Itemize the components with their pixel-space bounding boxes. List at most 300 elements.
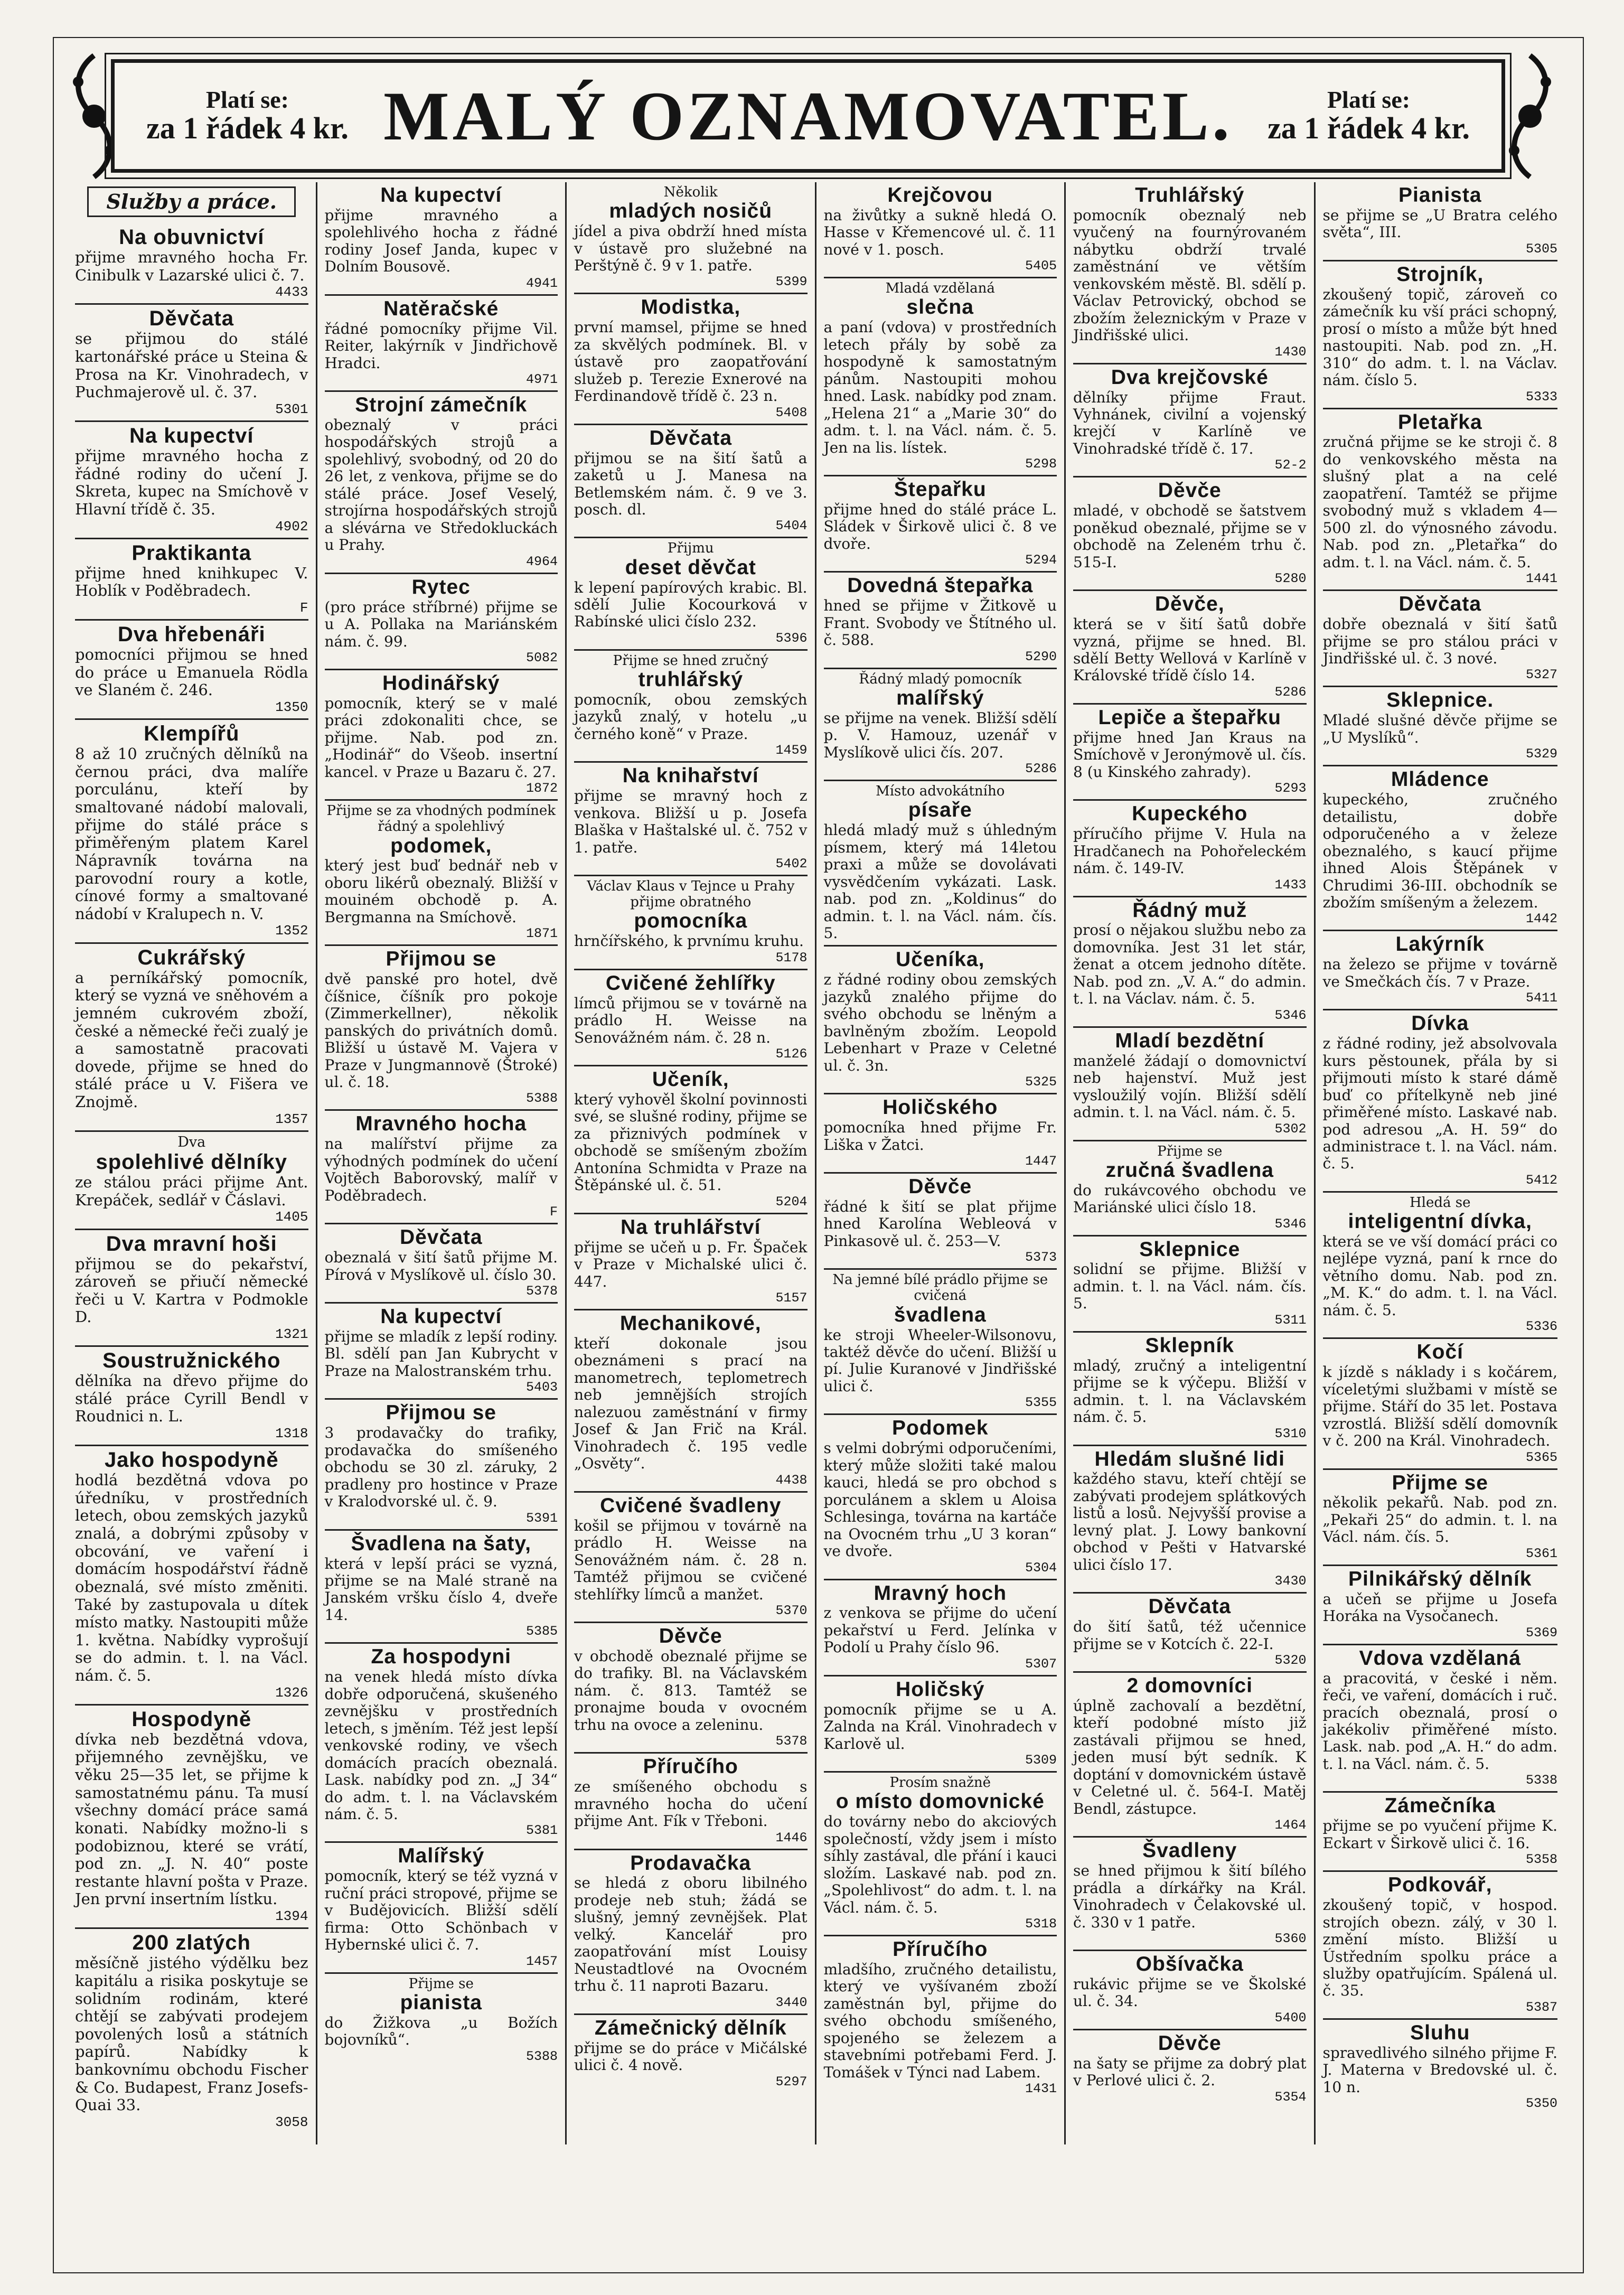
ad-heading: Praktikanta — [132, 541, 252, 565]
ad-number: 5381 — [525, 1823, 558, 1839]
classified-ad — [325, 1843, 558, 1973]
ad-heading: spolehlivé dělníky — [96, 1150, 288, 1174]
classified-ad — [1073, 1333, 1307, 1446]
ad-heading: Klempířů — [144, 722, 240, 746]
classified-ad — [75, 1347, 308, 1446]
ad-heading: Dva mravní hoši — [106, 1232, 277, 1256]
ad-body: obeznalý v práci hospodářských strojů a spolehlivý, svobodný, od 20 do 26 let, z venkova, přijme se do stálé práce. Josef Veselý, strojírna hospodářských strojů a slévárna ve Středokluckách u Prahy. — [324, 416, 558, 554]
ad-body: se přijme se „U Bratra celého světa“, III. — [1322, 206, 1557, 241]
ad-preface: Přijmu — [667, 540, 714, 557]
ad-body: a učeň se přijme u Josefa Horáka na Vysočanech. — [1322, 1590, 1557, 1625]
ad-body: manželé žádají o domovnictví neb hajenství. Muž jest vysloužilý vojín. Bližší sdělí admin. t. l. na Václ. nám. č. 5. — [1073, 1052, 1307, 1121]
ad-body: zručná přijme se ke stroji č. 8 do venkovského města na slušný plat a na celé zaopatření. Tamtéž se přijme svobodný muž s vkladem 4—500 zl. do výnosného závodu. Nab. pod zn. „Pletařka“ do adm. t. l. na Václ. nám. č. 5. — [1322, 433, 1557, 571]
ad-number: 4433 — [275, 284, 308, 301]
ad-number: 5385 — [525, 1624, 558, 1640]
classified-ad — [325, 1111, 558, 1224]
ad-preface: Přijme se — [408, 1975, 474, 1992]
ad-body: obeznalá v šití šatů přijme M. Pírová v Myslíkově ul. číslo 30. — [324, 1249, 558, 1284]
classified-ad — [1323, 409, 1558, 592]
ad-heading: Děvčata — [1398, 593, 1482, 616]
ad-body: přijme se po vyučení přijme K. Eckart v Širkově ulici č. 16. — [1322, 1817, 1557, 1852]
classified-ad — [325, 946, 558, 1111]
ad-heading: Prodavačka — [630, 1851, 752, 1875]
ad-heading: Krejčovou — [887, 184, 993, 207]
ad-heading: Švadlena na šaty, — [351, 1532, 531, 1555]
classified-ad — [574, 970, 808, 1066]
ad-number: 5293 — [1274, 781, 1307, 797]
ad-heading: Sklepnice. — [1386, 689, 1494, 712]
ad-heading: Mechanikové, — [619, 1312, 762, 1335]
ad-body: přijme mravného hocha z řádné rodiny do učení J. Skreta, kupec na Smíchově v Hlavní třídě č. 35. — [75, 447, 308, 519]
classified-ad — [1073, 1594, 1307, 1673]
ad-heading: švadlena — [894, 1303, 987, 1326]
classified-ad — [1323, 591, 1558, 687]
ad-heading: Lepiče a štepařku — [1098, 706, 1281, 729]
ad-body: hodlá bezdětná vdova po úředníku, v prostředních letech, obou zemských jazyků znalá, a dobrými způsoby v obcování, ve vaření i domácím hospodářství řádně obeznalá, své místo změniti. Také by zastupovala u dítek místo matky. Nastoupiti může 1. května. Nabídky vyprošují se do admin. t. l. na Václ. nám. č. 5. — [75, 1471, 308, 1685]
ad-number: 5126 — [775, 1046, 808, 1062]
ad-heading: inteligentní dívka, — [1348, 1210, 1532, 1233]
ad-body: pomocník přijme se u A. Zalnda na Král. Vinohradech v Karlově ul. — [823, 1700, 1057, 1753]
classified-ad — [824, 1415, 1057, 1580]
classified-ad — [1323, 1339, 1558, 1469]
ad-body: a perníkářský pomocník, který se vyzná ve sněhovém a jemném cukrovém zboží, české a německé řeči zualý je a samostatně pracovati dovede, přijme se hned do stálé práce u V. Fišera ve Znojmě. — [75, 968, 308, 1111]
classified-ad — [574, 651, 808, 763]
ad-heading: Podkovář, — [1387, 1874, 1492, 1897]
classified-ad — [574, 2015, 808, 2093]
classified-ad — [824, 1094, 1057, 1174]
classified-ad — [1323, 1193, 1558, 1339]
ad-heading: Mravného hocha — [355, 1112, 527, 1136]
ad-number: F — [299, 600, 308, 616]
ad-body: mladšího, zručného detailistu, který ve vyšívaném zboží zaměstnán byl, přijme do svého obchodu smíšeného, spojeného se železem a stavebními potřebami Ferd. J. Tomášek v Týnci nad Labem. — [823, 1960, 1057, 2081]
classified-ad — [325, 574, 558, 670]
ad-number: 5346 — [1274, 1007, 1307, 1023]
ad-body: pomocník, obou zemských jazyků znalý, v hotelu „u černého koně“ v Praze. — [574, 690, 808, 743]
ad-number: 5350 — [1525, 2096, 1557, 2112]
ad-number: 4902 — [275, 518, 308, 535]
ad-body: dělníky přijme Fraut. Vyhnánek, civilní a vojenský krejčí v Karlíně ve Vinohradské třídě č. 17. — [1073, 388, 1307, 457]
ad-body: prosí o nějakou službu nebo za domovníka. Jest 31 let stár, ženat a otcem jednoho dítěte. Nab. pod zn. „V. A.“ do admin. t. l. na Václav. nám. č. 5. — [1073, 921, 1307, 1008]
ad-body: do Žižkova „u Božích bojovníků“. — [324, 2013, 558, 2049]
ad-number: 1441 — [1525, 571, 1557, 587]
ad-heading: 200 zlatých — [132, 1931, 251, 1955]
ad-body: zkoušený topič, v hospod. strojích obezn. zálý, v 30 l. změní místo. Bližší u Ústředním spolku práce a služby opatřujícím. Spálená ul. č. 35. — [1322, 1896, 1557, 2000]
ad-heading: Holičského — [883, 1096, 998, 1119]
ad-body: dvě panské pro hotel, dvě číšnice, číšník pro pokoje (Zimmerkellner), několik panských do privátních domů. Bližší u ústavě M. Vajera v Praze v Jungmannově (Štroké) ul. č. 18. — [324, 970, 558, 1091]
ad-heading: Jako hospodyně — [104, 1448, 279, 1472]
classified-ad — [1323, 1470, 1558, 1566]
classified-ad — [75, 1230, 308, 1347]
ad-number: 5378 — [775, 1734, 808, 1749]
classified-ad — [325, 1644, 558, 1843]
ad-number: 52-2 — [1274, 457, 1307, 473]
ad-heading: pianista — [400, 1991, 482, 2014]
ad-heading: Švadleny — [1142, 1839, 1237, 1862]
ad-heading: o místo domovnické — [836, 1790, 1045, 1813]
column-6 — [1316, 182, 1565, 2144]
ad-body: hrnčířského, k prvnímu kruhu. — [574, 932, 804, 950]
ad-number: 1318 — [275, 1426, 308, 1442]
ad-body: hledá mladý muž s úhledným písmem, který má 14letou praxi a může se dovolávati vysvědčením vykázati. Lask. nab. pod zn. „Koldinus“ do admin. t. l. na Václ. nám. čís. 5. — [823, 821, 1057, 942]
ad-heading: Příručího — [643, 1755, 738, 1778]
ad-body: přijmou se do pekařství, zároveň se přiučí německé řeči u V. Kartra v Podmokle D. — [75, 1254, 308, 1326]
ad-body: na venek hledá místo dívka dobře odporučená, skušeného zevnějšku v prostředních letech, s jměním. Též jest lepší venkovské rodiny, ve všech domácích pracích obeznalá. Lask. nabídky pod zn. „J 34“ do adm. t. l. na Václavském nám. č. 5. — [324, 1668, 558, 1823]
ad-body: pomocníka hned přijme Fr. Liška v Žatci. — [823, 1119, 1057, 1154]
ad-number: 5290 — [1025, 649, 1057, 664]
ad-preface: Přijme se hned zručný — [613, 652, 768, 669]
ad-heading: Sklepnice — [1139, 1238, 1241, 1261]
ad-body: která v lepší práci se vyzná, přijme se na Malé straně na Janském vršku číslo 4, dveře 14. — [324, 1554, 558, 1624]
ad-body: řádné pomocníky přijme Vil. Reiter, lakýrník v Jindřichově Hradci. — [324, 320, 558, 372]
classified-ad — [75, 1446, 308, 1706]
classified-ad — [1073, 1237, 1307, 1333]
ad-columns — [68, 182, 1565, 2144]
ad-preface: Václav Klaus v Tejnce u Prahy přijme obratného — [587, 878, 795, 911]
ad-heading: Děvče — [908, 1175, 972, 1198]
ad-body: která se v šití šatů dobře vyzná, přijme se hned. Bl. sdělí Betty Wellová v Karlíně v Královské třídě číslo 14. — [1073, 615, 1307, 685]
ad-number: 5354 — [1274, 2089, 1307, 2105]
ad-preface: Řádný mladý pomocník — [859, 671, 1022, 687]
ad-body: mladý, zručný a inteligentní přijme se k výčepu. Bližší v admin. t. l. na Václavském nám. č. 5. — [1073, 1356, 1307, 1426]
ad-heading: Zámečnický dělník — [594, 2016, 787, 2039]
ad-heading: Dva krejčovské — [1111, 366, 1269, 389]
ad-heading: Cvičené žehlířky — [605, 971, 776, 995]
classified-ad — [1073, 477, 1307, 591]
ad-heading: Na truhlářství — [621, 1215, 761, 1239]
classified-ad — [824, 1580, 1057, 1676]
ad-body: ze smíšeného obchodu s mravného hocha do učení přijme Ant. Fík v Třeboni. — [574, 1778, 808, 1830]
ad-body: dělníka na dřevo přijme do stálé práce Cyrill Bendl v Roudnici n. L. — [75, 1372, 308, 1426]
ad-body: Mladé slušné děvče přijme se „U Myslíků“. — [1322, 711, 1557, 746]
classified-ad — [1073, 182, 1307, 364]
classified-ad — [1323, 687, 1558, 766]
classified-ad — [325, 801, 558, 946]
ad-heading: Děvčata — [1148, 1595, 1232, 1618]
ad-number: 1430 — [1274, 344, 1307, 360]
ad-body: a paní (vdova) v prostředních letech přály by sobě za hospodyně k samostatným pánům. Nastoupiti mohou hned. Lask. nabídky pod znam. „Helena 21“ a „Marie 30“ do adm. t. l. na Václ. nám. č. 5. Jen na lis. lístek. — [823, 319, 1057, 456]
ad-body: do rukávcového obchodu ve Mariánské ulici číslo 18. — [1073, 1181, 1307, 1216]
ad-number: 1405 — [275, 1209, 308, 1225]
ad-body: solidní se přijme. Bližší v admin. t. l. na Václ. nám. čís. 5. — [1073, 1260, 1307, 1313]
ad-number: 1352 — [275, 923, 308, 939]
ad-body: kteří dokonale jsou obeznámeni s prací na manometrech, teplometrech neb jemnějších strojích nalezuou zaměstnání v firmy Josef & Jan Frič na Král. Vinohradech č. 195 vedle „Osvěty“. — [574, 1334, 808, 1473]
ad-heading: Kočí — [1416, 1341, 1463, 1364]
classified-ad — [325, 670, 558, 801]
classified-ad — [325, 1224, 558, 1304]
ad-heading: Dva hřebenáři — [117, 623, 266, 647]
ad-number: 5412 — [1525, 1172, 1557, 1188]
classified-ad — [1073, 897, 1307, 1028]
ad-heading: Učeníka, — [896, 948, 985, 971]
ad-body: s velmi dobrými odporučeními, který může složiti také malou kauci, hledá se pro obchod s porculánem a sklem u Aloisa Schlesinga, továrna na kartáče na Ovocném trhu „U 3 koran“ ve dvoře. — [823, 1439, 1057, 1560]
ad-preface: Prosím snažně — [889, 1775, 991, 1791]
ad-number: 5286 — [1274, 684, 1307, 700]
ad-body: dívka neb bezdětná vdova, přijemného zevnějšku, ve věku 25—35 let, se přijme k samostatnému pánu. Ta musí všechny domácí práce samá konati. Nabídky možno-li s podobiznou, které se vrátí, pod zn. „J. N. 40“ poste restante hlavní pošta v Praze. Jen první insertním lístku. — [75, 1730, 308, 1908]
classified-ad — [75, 720, 308, 943]
ad-number: 1872 — [525, 781, 558, 797]
ad-body: se hledá z oboru libilného prodeje neb stuh; žádá se slušný, jemný zevnějšek. Plat velký. Kancelář pro zaopatřování míst Louisy Neustadtlové na Ovocném trhu č. 11 naproti Bazaru. — [574, 1874, 808, 1995]
ad-heading: Mravný hoch — [874, 1581, 1007, 1605]
ad-heading: Strojní zámečník — [355, 394, 528, 417]
column-1 — [68, 182, 317, 2144]
classified-ad — [75, 539, 308, 621]
ad-body: do šití šatů, též učennice přijme se v Kotcích č. 22-I. — [1073, 1618, 1307, 1653]
ad-number: 1321 — [275, 1326, 308, 1343]
ad-number: 5336 — [1525, 1319, 1557, 1335]
ad-body: z venkova se přijme do učení pekařství u Ferd. Jelínka v Podolí u Prahy číslo 96. — [823, 1604, 1057, 1656]
ad-number: 5157 — [775, 1290, 808, 1306]
ad-heading: Holičský — [896, 1678, 985, 1701]
ad-heading: Dívka — [1411, 1012, 1469, 1035]
ad-body: se hned přijmou k šití bílého prádla a dírkářky na Král. Vinohradech v Čelakovské ul. č. 330 v 1 patře. — [1073, 1862, 1307, 1931]
ad-preface: Na jemné bílé prádlo přijme se cvičená — [832, 1272, 1048, 1304]
classified-ad — [1323, 1793, 1558, 1872]
ad-number: 1446 — [775, 1830, 808, 1846]
ad-number: 5400 — [1274, 2010, 1307, 2026]
ad-body: která se ve vší domácí práci co nejlépe vyzná, paní k rnce do větního domu. Nab. pod zn. „M. K.“ do adm. t. l. na Václ. nám. č. 5. — [1322, 1232, 1557, 1319]
ad-number: 5388 — [525, 2048, 558, 2064]
ad-preface: Přijme se za vhodných podmínek řádný a spolehlivý — [326, 803, 556, 835]
ad-heading: Rytec — [411, 575, 471, 598]
ad-heading: Na kupectví — [380, 184, 502, 207]
ad-body: přijmou se na šití šatů a zaketů u J. Manesa na Betlemském nám. č. 9 ve 3. posch. dl. — [574, 449, 808, 518]
classified-ad — [1073, 1028, 1307, 1141]
ad-number: 3440 — [775, 1994, 808, 2010]
ad-body: košil se přijmou v továrně na prádlo H. Weisse na Senovážném nám. č. 28 n. Tamtéž přijmou se cvičené stehlířky límců a manžet. — [574, 1516, 808, 1603]
classified-ad — [574, 1310, 808, 1493]
ad-body: z řádné rodiny, jež absolvovala kurs pěstounek, přála by si přijmouti místo k staré dámě buď co přítelkyně neb jiné přiměřené místo. Laskavé nab. pod adresou „A. H. 59“ do administrace t. l. na Václ. nám. č. 5. — [1322, 1035, 1557, 1173]
ad-number: 5301 — [275, 401, 308, 417]
ad-body: řádné k šití se plat přijme hned Karolína Webleová v Pinkasově ul. č. 253—V. — [823, 1197, 1057, 1250]
classified-ad — [325, 182, 558, 296]
ad-body: přijme hned knihkupec V. Hoblík v Poděbradech. — [75, 564, 308, 600]
classified-ad — [325, 1974, 558, 2067]
ad-body: z řádné rodiny obou zemských jazyků znalého přijme do svého obchodu se lněným a bavlněným zbožím. Leopold Lebenhart v Praze v Celetné ul. č. 3n. — [823, 971, 1057, 1074]
classified-ad — [574, 294, 808, 425]
ad-body: přijme se mravný hoch z venkova. Bližší u p. Josefa Blaška v Haštalské ul. č. 752 v 1. patře. — [574, 787, 808, 856]
ad-number: 1871 — [525, 926, 558, 942]
ad-heading: Obšívačka — [1135, 1953, 1244, 1976]
classified-ad — [574, 763, 808, 876]
ad-number: 5408 — [775, 405, 808, 420]
ad-number: 5204 — [775, 1194, 808, 1210]
ad-number: 5178 — [775, 950, 808, 966]
ad-heading: truhlářský — [638, 668, 744, 691]
ad-number: 5358 — [1525, 1852, 1557, 1868]
classified-ad — [1323, 1645, 1558, 1793]
ad-body: k lepení papírových krabic. Bl. sdělí Julie Kocourková v Rabínské ulici číslo 232. — [574, 578, 808, 631]
classified-ad — [75, 944, 308, 1132]
classified-ad — [824, 573, 1057, 669]
ad-body: přijme mravného a spolehlivého hocha z řádné rodiny Josef Janda, kupec v Dolním Bousově. — [324, 206, 558, 276]
ad-heading: Mladí bezdětní — [1115, 1029, 1265, 1052]
price-label: Platí se: — [1327, 86, 1411, 113]
classified-ad — [325, 1531, 558, 1644]
column-3 — [567, 182, 816, 2144]
classified-ad — [325, 1400, 558, 1530]
ad-number: 5310 — [1274, 1426, 1307, 1441]
ad-number: 1433 — [1274, 877, 1307, 893]
ad-number: 5286 — [1025, 761, 1057, 777]
classified-ad — [1073, 1673, 1307, 1838]
ad-number: 5280 — [1274, 571, 1307, 587]
classified-ad — [1073, 1838, 1307, 1951]
ad-number: 5391 — [525, 1510, 558, 1526]
classified-ad — [824, 476, 1057, 573]
classified-ad — [824, 182, 1057, 278]
ad-body: a pracovitá, v české i něm. řeči, ve vaření, domácích i ruč. pracích obeznalá, prosí o jakékoliv přiměřené místo. Lask. nab. pod „A. H.“ do adm. t. l. na Václ. nám. č. 5. — [1322, 1669, 1557, 1773]
ad-heading: Vdova vzdělaná — [1359, 1646, 1522, 1670]
classified-ad — [1073, 364, 1307, 478]
ad-heading: Na kupectví — [380, 1305, 502, 1328]
ad-heading: Lakýrník — [1395, 933, 1485, 956]
ad-heading: zručná švadlena — [1105, 1158, 1274, 1182]
ad-preface: Mladá vzdělaná — [885, 280, 995, 297]
classified-ad — [824, 947, 1057, 1094]
classified-ad — [325, 1304, 558, 1400]
classified-ad — [1073, 1951, 1307, 2030]
ad-number: 5311 — [1274, 1312, 1307, 1328]
ad-number: 1431 — [1025, 2081, 1057, 2097]
classified-ad — [1323, 931, 1558, 1010]
ad-heading: Děvče — [659, 1624, 722, 1647]
ad-body: 8 až 10 zručných dělníků na černou práci, dva malíře porculánu, kteří by smaltované nádobí malovali, přijme do stálé práce s přiměřeným platem Karel Nápravník továrna na parovodní roury a kotle, cínové formy a smaltované nádobí v Kralupech n. V. — [75, 745, 308, 923]
ad-number: 5338 — [1525, 1773, 1557, 1788]
column-4 — [816, 182, 1066, 2144]
ad-heading: pomocníka — [634, 910, 748, 933]
ad-body: ze stálou práci přijme Ant. Krepáček, sedlář v Čáslavi. — [75, 1173, 308, 1209]
ad-heading: Děvčata — [649, 426, 733, 449]
classified-ad — [1073, 1141, 1307, 1237]
ad-body: pomocník obeznalý neb vyučený na fournýrovaném nábytku obdrží trvalé zaměstnání ve větším venkovském městě. Bl. sdělí p. Václav Petrovický, obchod se zbožím železnickým v Praze v Jindřišské ulici. — [1073, 206, 1307, 344]
ad-number: 5403 — [525, 1380, 558, 1395]
ad-heading: Pletařka — [1397, 410, 1482, 434]
ad-heading: deset děvčat — [625, 556, 756, 579]
classified-ad — [1073, 2030, 1307, 2108]
classified-ad — [824, 1936, 1057, 2100]
classified-ad — [824, 781, 1057, 947]
ad-number: 5307 — [1025, 1656, 1057, 1672]
ad-heading: Cukrářský — [137, 945, 246, 969]
ad-heading: Přijmou se — [386, 1401, 496, 1425]
ad-preface: Hledá se — [1409, 1194, 1471, 1211]
ad-number: 5411 — [1525, 990, 1557, 1006]
ad-heading: Dovedná štepařka — [847, 574, 1034, 597]
price-box-right — [1268, 87, 1470, 145]
ad-heading: Sluhu — [1410, 2021, 1470, 2044]
classified-ad — [1073, 705, 1307, 801]
ad-body: který vyhověl školní povinnosti své, se slušné rodiny, přijme se za přiznivých podmínek v obchodě se smíšeným zbožím Antonína Schmidta v Praze na Štěpánské ul. č. 51. — [574, 1090, 808, 1194]
ad-heading: 2 domovníci — [1127, 1674, 1253, 1698]
classified-ad — [1073, 1446, 1307, 1594]
ad-number: F — [549, 1204, 558, 1220]
ad-number: 1357 — [275, 1111, 308, 1127]
ad-number: 5370 — [775, 1603, 808, 1618]
ad-heading: Kupeckého — [1132, 802, 1248, 826]
classified-ad — [574, 538, 808, 650]
ad-heading: Děvče — [1158, 479, 1222, 502]
ad-number: 5387 — [1525, 1999, 1557, 2015]
classified-ad — [325, 392, 558, 574]
ad-heading: Řádný muž — [1132, 898, 1247, 922]
classified-ad — [1323, 2020, 1558, 2114]
price-value: za 1 řádek 4 kr. — [1268, 111, 1470, 146]
classified-ad — [574, 1623, 808, 1754]
ad-body: se přijmou do stálé kartonářské práce u Steina & Prosa na Kr. Vinohradech, v Puchmajerově ul. č. 37. — [75, 330, 308, 401]
ad-number: 5327 — [1525, 667, 1557, 683]
ad-number: 4971 — [525, 372, 558, 388]
ad-number: 1457 — [525, 1953, 558, 1969]
ad-number: 5082 — [525, 650, 558, 666]
classified-ad — [75, 223, 308, 305]
ad-heading: Učeník, — [652, 1068, 729, 1091]
classified-ad — [325, 296, 558, 392]
ad-number: 5329 — [1525, 746, 1557, 762]
classified-ad — [824, 669, 1057, 781]
classified-ad — [75, 305, 308, 422]
classified-ad — [824, 1270, 1057, 1415]
ad-preface: Dva — [177, 1134, 206, 1150]
ad-body: 3 prodavačky do trafiky, prodavačka do smíšeného obchodu se 30 zl. záruky, 2 pradleny pro hostince v Praze v Kralodvorské ul. č. 9. — [324, 1424, 558, 1511]
ad-body: zkoušený topič, zároveň co zámečník ku vší práci schopný, prosí o místo a může být hned nastoupiti. Nab. pod zn. „H. 310“ do adm. t. l. na Václav. nám. číslo 5. — [1322, 285, 1557, 389]
classified-ad — [1073, 801, 1307, 897]
classified-ad — [75, 621, 308, 720]
classified-ad — [824, 1676, 1057, 1773]
ad-body: na malířství přijme za výhodných podmínek do učení Vojtěch Baborovský, malíř v Poděbradech. — [324, 1135, 558, 1204]
ad-body: první mamsel, přijme se hned za skvělých podmínek. Bl. v ústavě pro zaopatřování služeb p. Terezie Exnerové na Ferdinandově třídě č. 23 n. — [574, 319, 808, 405]
ad-heading: Přijmou se — [386, 948, 496, 971]
ad-number: 5318 — [1025, 1916, 1057, 1932]
ad-number: 5404 — [775, 518, 808, 534]
ad-body: do továrny nebo do akciových společností, vždy jsem i místo síhly zastával, dle přání i kauci složím. Laskavé nab. pod zn. „Spolehlivost“ do adm. t. l. na Václ. nám. č. 5. — [823, 1813, 1057, 1916]
ad-heading: Hospodyně — [132, 1707, 252, 1731]
ad-heading: Hledám slušné lidi — [1094, 1447, 1285, 1470]
ad-heading: Za hospodyni — [371, 1645, 511, 1669]
ad-heading: podomek, — [390, 834, 492, 857]
ad-body: pomocník, který se též vyzná v ruční práci stropové, přijme se v Budějovicích. Bližší sdělí firma: Otto Schönbach v Hybernské ulici č. 7. — [324, 1867, 558, 1954]
ornament-right-icon — [1498, 50, 1562, 182]
classified-ad — [75, 422, 308, 539]
ad-heading: Na obuvnictví — [119, 226, 265, 249]
ad-heading: Zámečníka — [1384, 1794, 1496, 1818]
ad-number: 5333 — [1525, 389, 1557, 405]
ad-number: 5361 — [1525, 1545, 1557, 1561]
ad-heading: Strojník, — [1396, 263, 1484, 286]
classified-ad — [1323, 1010, 1558, 1193]
ad-body: hned se přijme v Žitkově u Frant. Svobody ve Štítného ul. č. 588. — [823, 597, 1057, 649]
classified-ad — [1323, 182, 1558, 261]
ad-heading: Cvičené švadleny — [600, 1494, 782, 1517]
ad-heading: Pianista — [1398, 184, 1482, 207]
ad-number: 5297 — [775, 2074, 808, 2090]
ad-number: 4964 — [525, 554, 558, 569]
ad-heading: Přijme se — [1392, 1471, 1488, 1494]
ad-number: 5373 — [1025, 1250, 1057, 1266]
ad-body: příručího přijme V. Hula na Hradčanech na Pohořeleckém nám. č. 149-IV. — [1073, 825, 1307, 877]
ad-number: 4438 — [775, 1472, 808, 1488]
classified-ad — [574, 1214, 808, 1310]
ad-heading: Děvče — [1158, 2031, 1222, 2055]
ad-number: 4941 — [525, 275, 558, 291]
ad-heading: písaře — [908, 799, 972, 822]
ad-heading: Štepařku — [894, 478, 987, 501]
ad-body: přijme hned Jan Kraus na Smíchově v Jeronýmově ul. čís. 8 (u Kinského zahrady). — [1073, 728, 1307, 781]
ad-body: pomocník, který se v malé práci zdokonaliti chce, se přijme. Nab. pod zn. „Hodinář“ do Všeob. insertní kancel. v Praze u Bazaru č. 27. — [324, 694, 558, 781]
ad-number: 5399 — [775, 274, 808, 290]
ad-body: ke stroji Wheeler-Wilsonovu, taktéž děvče do učení. Bližší u pí. Julie Kuranové v Jindřišské ulici č. — [823, 1326, 1057, 1395]
ad-number: 5302 — [1274, 1121, 1307, 1137]
classified-ad — [824, 1773, 1057, 1936]
